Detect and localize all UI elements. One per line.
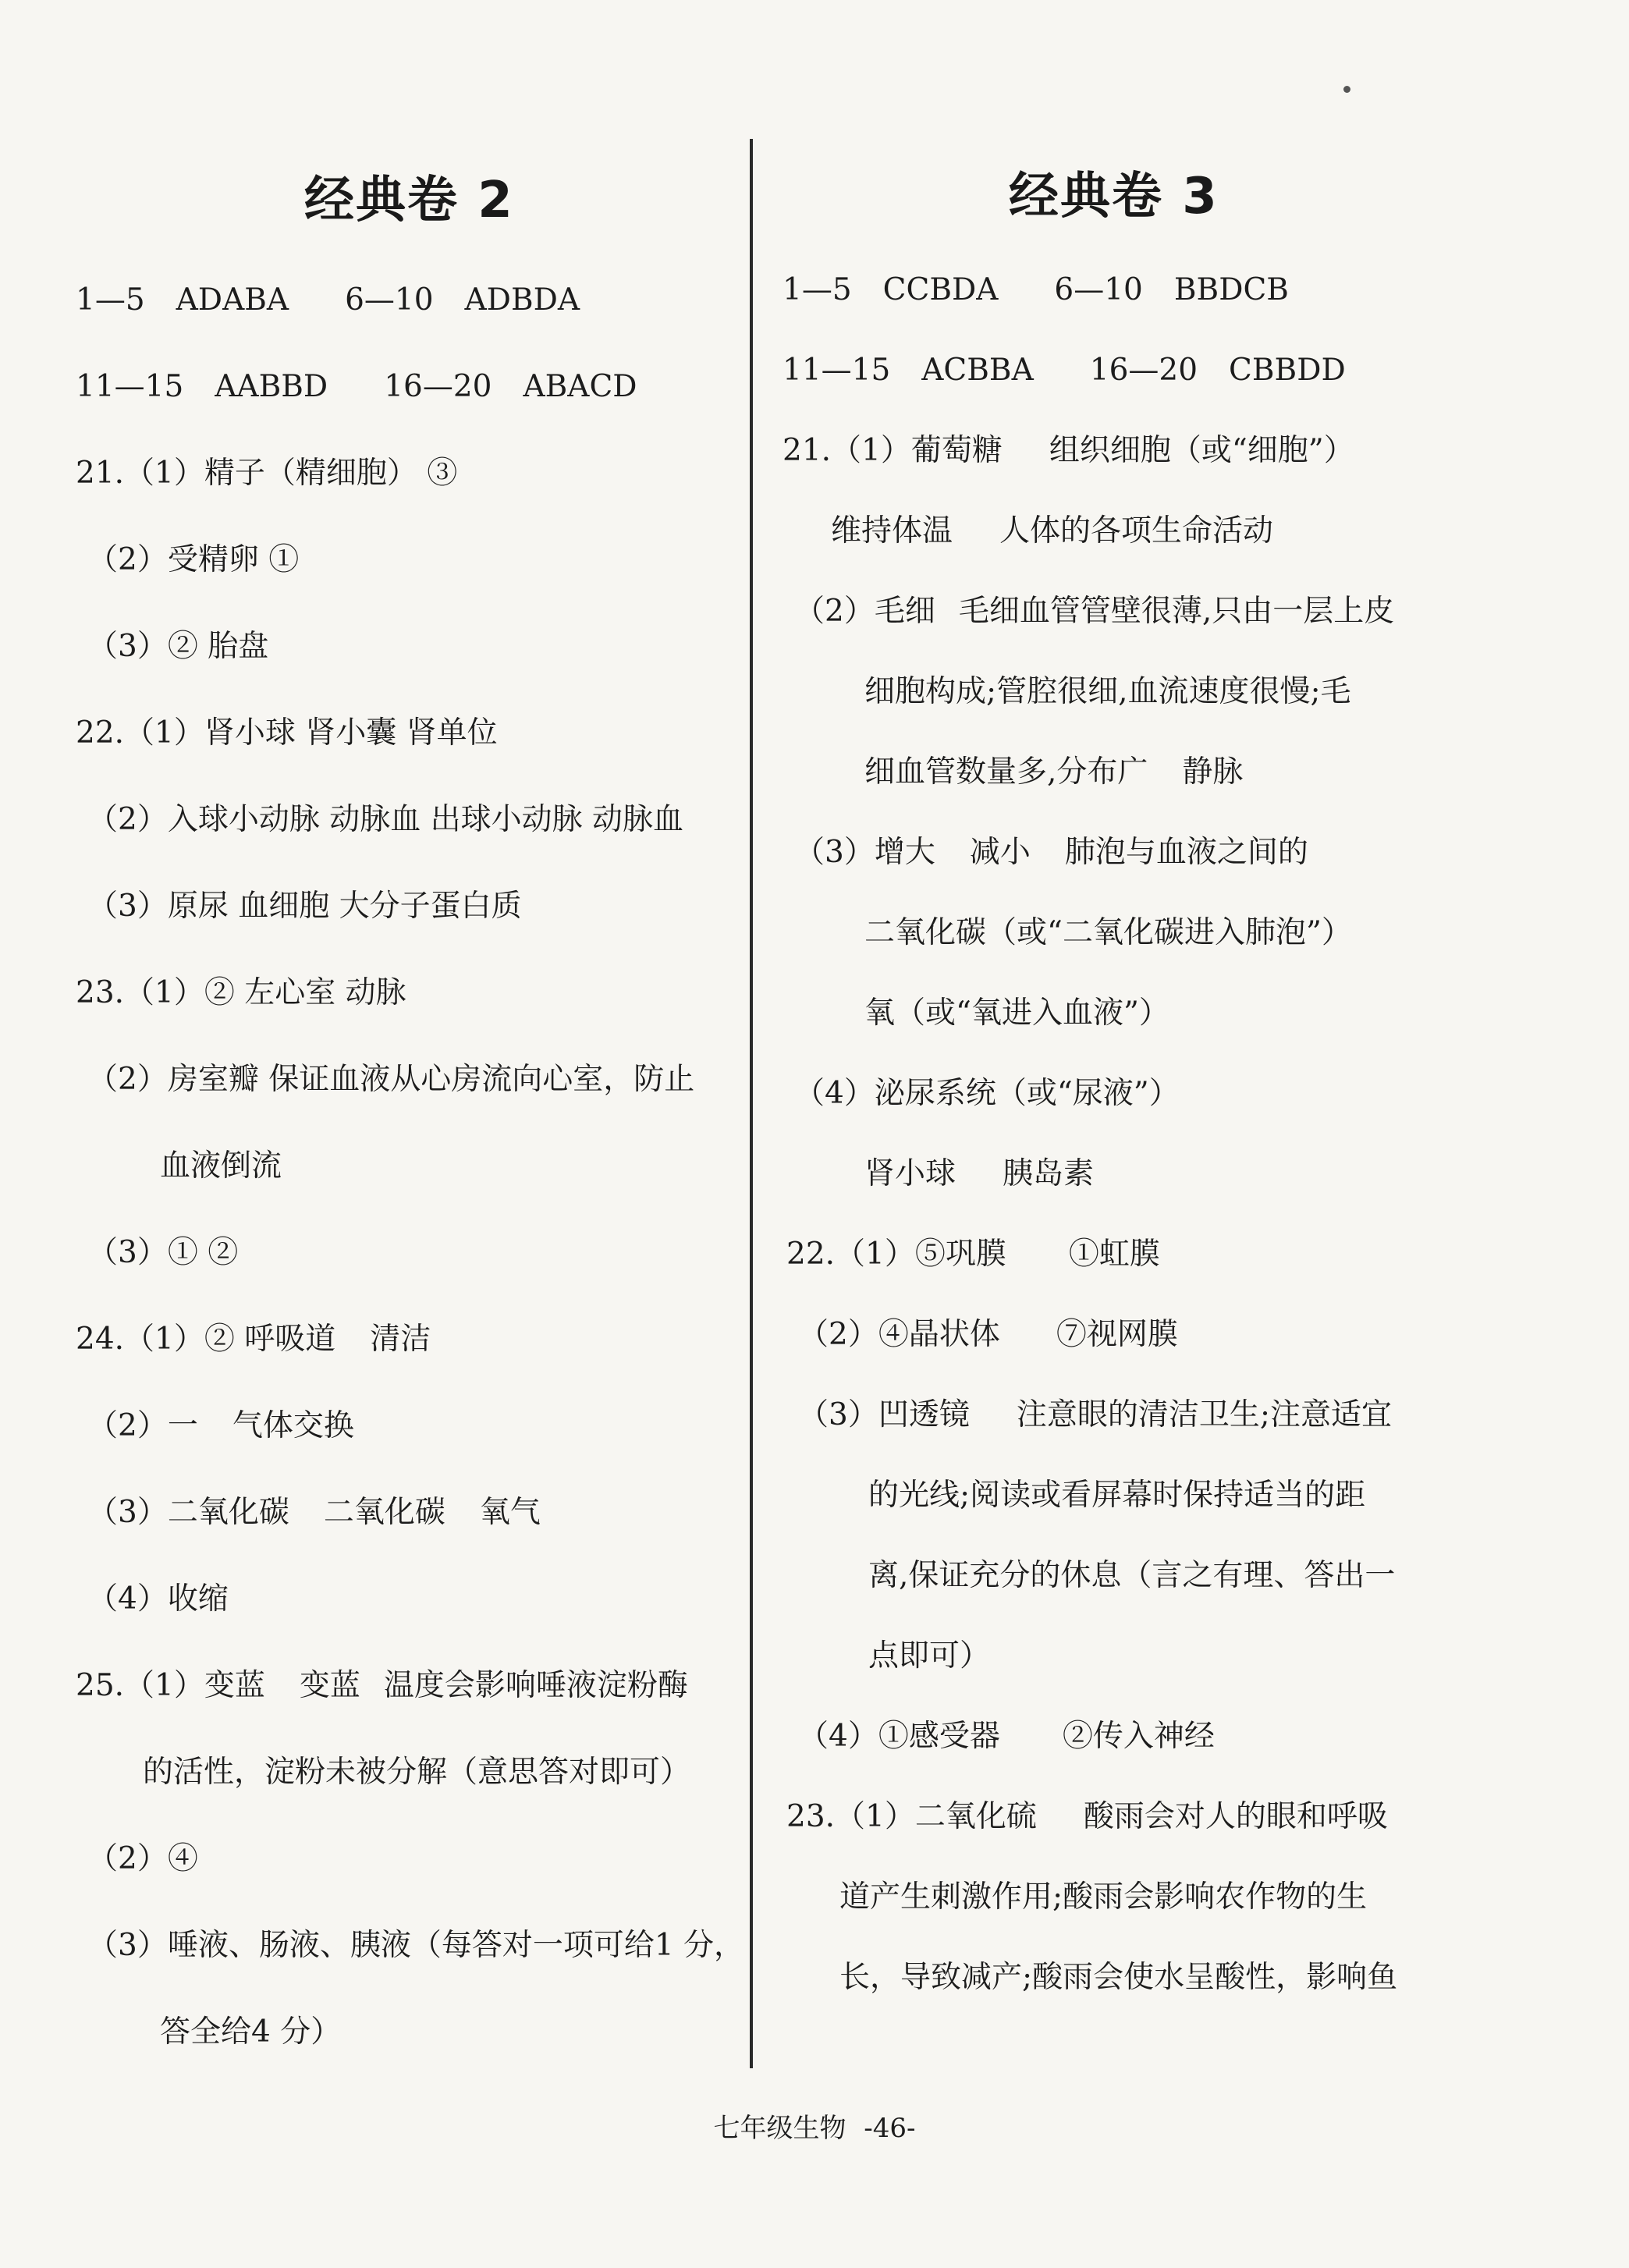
- answer-line: （3）原尿 血细胞 大分子蛋白质: [87, 889, 522, 924]
- answer-line: 答全给4 分）: [160, 2014, 342, 2050]
- answer-line: （3）唾液、肠液、胰液（每答对一项可给1 分，: [87, 1928, 745, 1963]
- answer-line: 22.（1）⑤巩膜 ①虹膜: [786, 1237, 1160, 1272]
- answer-line: 长，导致减产;酸雨会使水呈酸性，影响鱼: [839, 1960, 1398, 1995]
- answer-line: 21.（1）葡萄糖 组织细胞（或“细胞”）: [783, 433, 1354, 468]
- answer-line: 22.（1）肾小球 肾小囊 肾单位: [76, 715, 498, 751]
- answer-line: （3）二氧化碳 二氧化碳 氧气: [87, 1495, 541, 1530]
- answer-line: 维持体温 人体的各项生命活动: [831, 513, 1274, 548]
- answer-line: （3）增大 减小 肺泡与血液之间的: [794, 835, 1308, 870]
- answer-line: （3）凹透镜 注意眼的清洁卫生;注意适宜: [798, 1397, 1392, 1432]
- answer-line: 的光线;阅读或看屏幕时保持适当的距: [868, 1478, 1366, 1513]
- scan-speck: [1343, 86, 1350, 93]
- answer-line: 细胞构成;管腔很细,血流速度很慢;毛: [864, 674, 1351, 709]
- answer-line: 25.（1）变蓝 变蓝 温度会影响唾液淀粉酶: [76, 1668, 688, 1703]
- answer-line: 23.（1）二氧化硫 酸雨会对人的眼和呼吸: [786, 1799, 1388, 1834]
- answer-line: （2）④晶状体 ⑦视网膜: [798, 1317, 1178, 1352]
- answer-line: 离,保证充分的休息（言之有理、答出一: [868, 1558, 1396, 1593]
- answer-line: 11—15 AABBD 16—20 ABACD: [76, 369, 637, 404]
- answer-line: 的活性，淀粉未被分解（意思答对即可）: [143, 1755, 691, 1790]
- answer-line: （2）入球小动脉 动脉血 出球小动脉 动脉血: [87, 802, 684, 837]
- answer-line: 24.（1）② 呼吸道 清洁: [76, 1322, 431, 1357]
- answer-line: （4）泌尿系统（或“尿液”）: [794, 1076, 1180, 1111]
- answer-line: 1—5 ADABA 6—10 ADBDA: [76, 282, 580, 318]
- section-title-right: 经典卷 3: [1009, 168, 1219, 225]
- page-number: -46-: [864, 2113, 916, 2144]
- answer-line: （2）毛细 毛细血管管壁很薄,只由一层上皮: [794, 594, 1395, 629]
- page-footer: [0, 2107, 1629, 2145]
- answer-line: （3）② 胎盘: [87, 629, 269, 664]
- answer-line: 11—15 ACBBA 16—20 CBBDD: [783, 353, 1346, 388]
- answer-line: 二氧化碳（或“二氧化碳进入肺泡”）: [864, 915, 1352, 950]
- answer-line: 细血管数量多,分布广 静脉: [864, 754, 1244, 790]
- footer-subject: 七年级生物: [713, 2113, 846, 2144]
- answer-line: 23.（1）② 左心室 动脉: [76, 975, 406, 1010]
- answer-line: （2）一 气体交换: [87, 1408, 354, 1443]
- answer-line: （2）房室瓣 保证血液从心房流向心室，防止: [87, 1062, 695, 1097]
- section-title-left: 经典卷 2: [304, 172, 514, 229]
- answer-line: （4）①感受器 ②传入神经: [798, 1719, 1215, 1754]
- answer-line: 21.（1）精子（精细胞） ③: [76, 456, 458, 491]
- answer-line: （3）① ②: [87, 1235, 239, 1270]
- answer-line: 1—5 CCBDA 6—10 BBDCB: [783, 272, 1289, 307]
- answer-line: 氧（或“氧进入血液”）: [864, 996, 1169, 1031]
- answer-line: （2）④: [87, 1841, 198, 1876]
- answer-line: 点即可）: [868, 1638, 991, 1673]
- answer-line: 道产生刺激作用;酸雨会影响农作物的生: [839, 1879, 1368, 1915]
- answer-line: （4）收缩: [87, 1581, 229, 1617]
- column-divider: [750, 139, 753, 2068]
- answer-line: 血液倒流: [160, 1148, 282, 1184]
- answer-line: （2）受精卵 ①: [87, 542, 300, 577]
- answer-line: 肾小球 胰岛素: [864, 1156, 1095, 1191]
